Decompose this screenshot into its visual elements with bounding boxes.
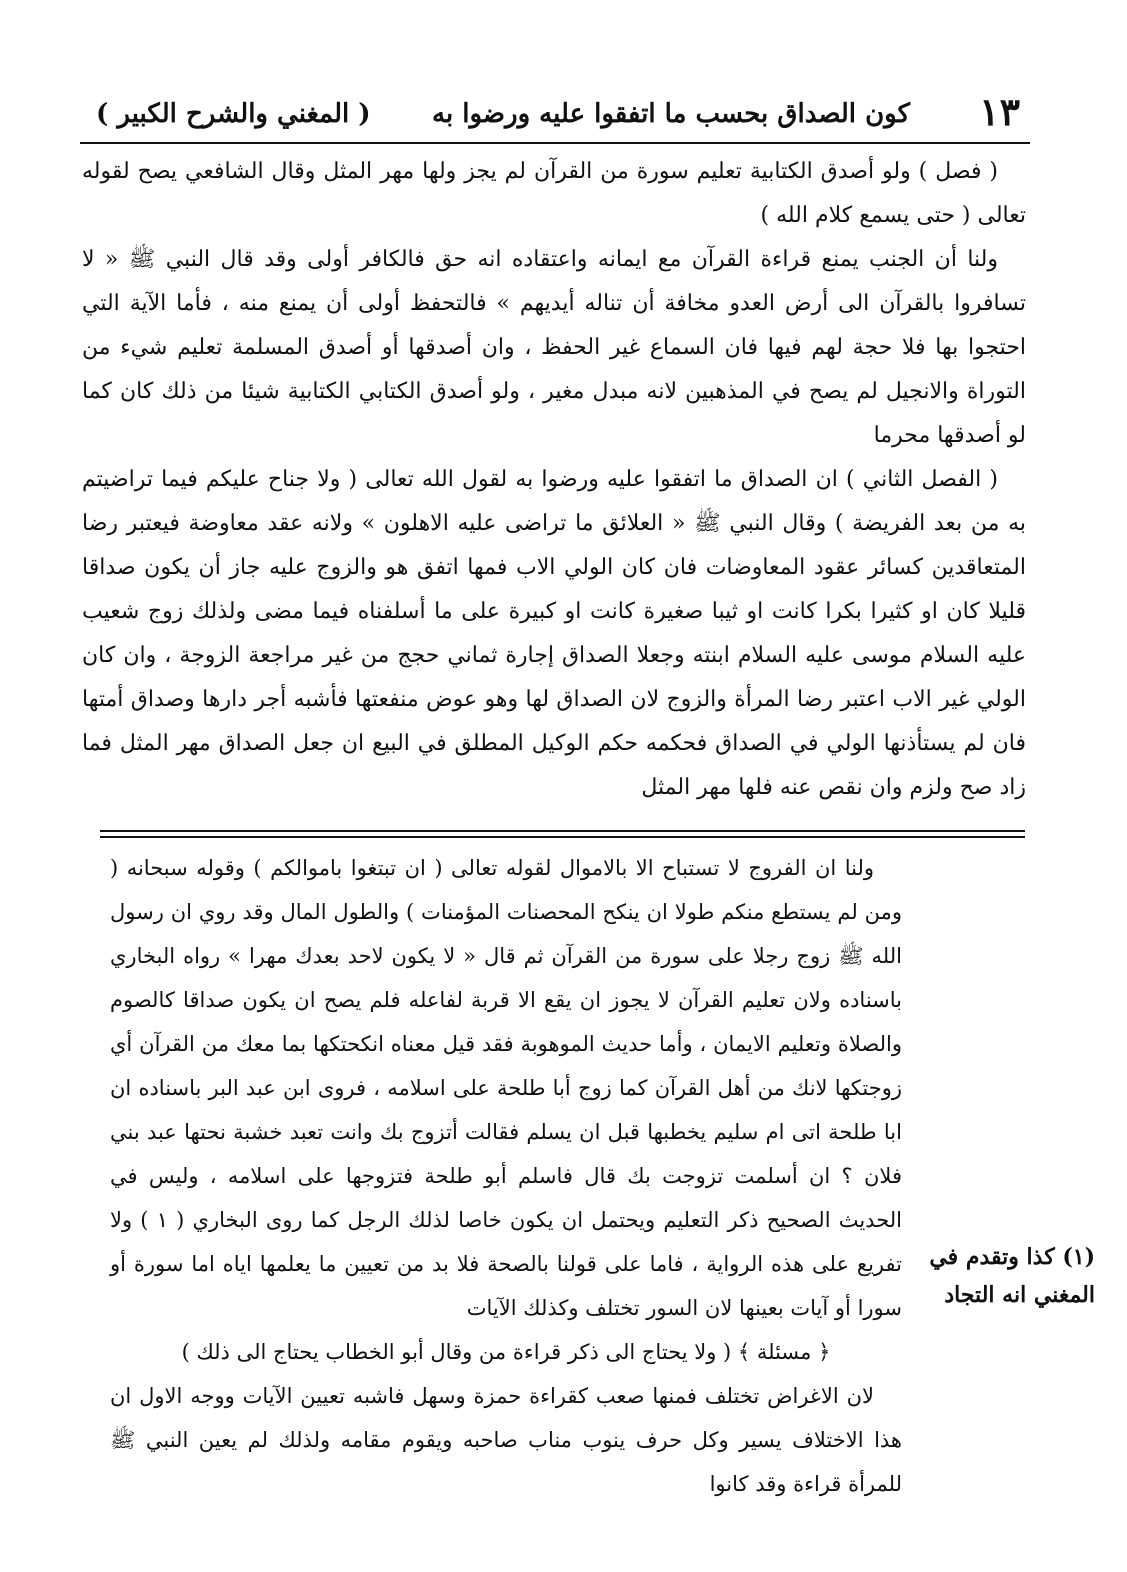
commentary-text	[110, 846, 902, 1506]
main-paragraph: ( الفصل الثاني ) ان الصداق ما اتفقوا عليه ورضوا به لقول الله تعالى ( ولا جناح عليكم فيما تراضيتم به من بعد الفريضة ) وقال النبي ﷺ « العلائق ما تراضى عليه الاهلون » ولانه عقد معاوضة فيعتبر رضا المتعاقدين كسائر عقود المعاوضات فان كان الولي الاب فمها اتفق هو والزوج عليه جاز أن يكون صداقا قليلا كان او كثيرا بكرا كانت او ثيبا صغيرة كانت او كبيرة على ما أسلفناه فيما مضى ولذلك زوج شعيب عليه السلام موسى عليه السلام ابنته وجعلا الصداق إجارة ثماني حجج من غير مراجعة الزوجة ، وان كان الولي غير الاب اعتبر رضا المرأة والزوج لان الصداق لها وهو عوض منفعتها فأشبه أجر دارها وصداق أمتها فان لم يستأذنها الولي في الصداق فحكمه حكم الوكيل المطلق في البيع ان جعل الصداق مهر المثل فما زاد صح ولزم وان نقص عنه فلها مهر المثل	[82, 467, 1026, 800]
book-title: ( المغني والشرح الكبير )	[96, 99, 371, 129]
main-text	[82, 150, 1026, 810]
commentary-paragraph: ولنا ان الفروج لا تستباح الا بالاموال لقوله تعالى ( ان تبتغوا باموالكم ) وقوله سبحانه ( ومن لم يستطع منكم طولا ان ينكح المحصنات المؤمنات ) والطول المال وقد روي ان رسول الله ﷺ زوج رجلا على سورة من القرآن ثم قال « لا يكون لاحد بعدك مهرا » رواه البخاري باسناده ولان تعليم القرآن لا يجوز ان يقع الا قربة لفاعله فلم يصح ان يكون صداقا كالصوم والصلاة وتعليم الايمان ، وأما حديث الموهوبة فقد قيل معناه انكحتكها بما معك من القرآن أي زوجتكها لانك من أهل القرآن كما زوج أبا طلحة على اسلامه ، فروى ابن عبد البر باسناده ان ابا طلحة اتى ام سليم يخطبها قبل ان يسلم فقالت أتزوج بك وانت تعبد خشبة نحتها عبد بني فلان ؟ ان أسلمت تزوجت بك قال فاسلم أبو طلحة فتزوجها على اسلامه ، وليس في الحديث الصحيح ذكر التعليم ويحتمل ان يكون خاصا لذلك الرجل كما روى البخاري ( ١ ) ولا تفريع على هذه الرواية ، فاما على قولنا بالصحة فلا بد من تعيين ما يعلمها اياه اما سورة أو سورا أو آيات بعينها لان السور تختلف وكذلك الآيات	[110, 856, 902, 1320]
chapter-title: كون الصداق بحسب ما اتفقوا عليه ورضوا به	[432, 99, 910, 129]
main-paragraph: ( فصل ) ولو أصدق الكتابية تعليم سورة من القرآن لم يجز ولها مهر المثل وقال الشافعي يصح لقوله تعالى ( حتى يسمع كلام الله )	[82, 159, 1026, 228]
header-rule	[80, 142, 1030, 144]
margin-footnote: (١) كذا وتقدم في المغني انه التجاد	[929, 1244, 1095, 1308]
commentary-paragraph: لان الاغراض تختلف فمنها صعب كقراءة حمزة وسهل فاشبه تعيين الآيات ووجه الاول ان هذا الاختلاف يسير وكل حرف ينوب مناب صاحبه ويقوم مقامه ولذلك لم يعين النبي ﷺ للمرأة قراءة وقد كانوا	[110, 1384, 902, 1496]
running-header	[96, 88, 1020, 138]
masala-heading: ﴿ مسئلة ﴾ ( ولا يحتاج الى ذكر قراءة من وقال أبو الخطاب يحتاج الى ذلك )	[181, 1340, 831, 1364]
section-divider	[100, 830, 1025, 838]
main-paragraph: ولنا أن الجنب يمنع قراءة القرآن مع ايمانه واعتقاده انه حق فالكافر أولى وقد قال النبي ﷺ « لا تسافروا بالقرآن الى أرض العدو مخافة أن تناله أيديهم » فالتحفظ أولى أن يمنع منه ، فأما الآية التي احتجوا بها فلا حجة لهم فيها فان السماع غير الحفظ ، وان أصدقها أو أصدق المسلمة تعليم شيء من التوراة والانجيل لم يصح في المذهبين لانه مبدل مغير ، ولو أصدق الكتابي الكتابية شيئا من ذلك كان كما لو أصدقها محرما	[82, 247, 1026, 448]
page-number: ١٣	[979, 89, 1020, 134]
